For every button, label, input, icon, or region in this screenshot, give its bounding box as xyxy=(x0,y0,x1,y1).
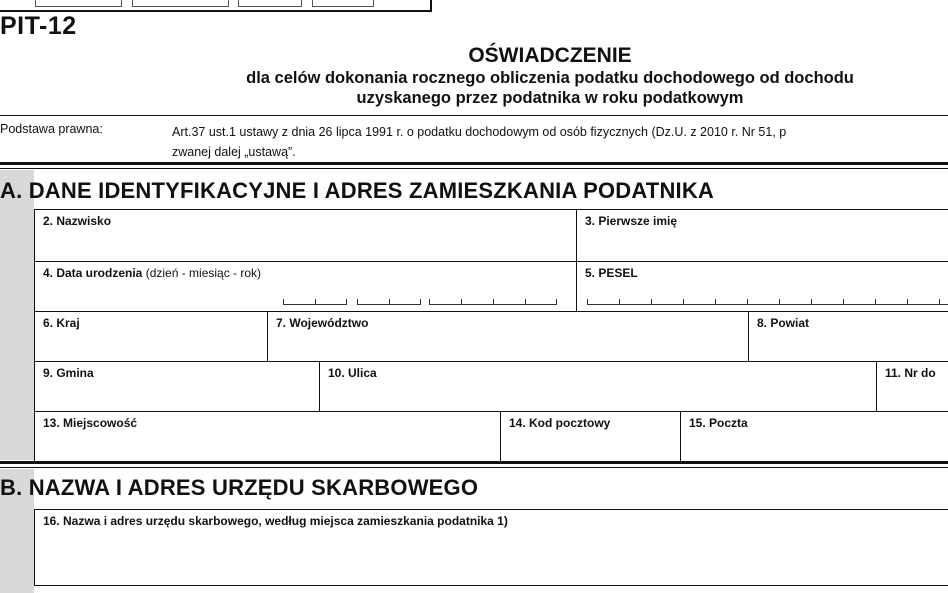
county-label: 8. Powiat xyxy=(757,316,810,330)
top-strip-cell xyxy=(132,0,229,7)
birth-year-boxes xyxy=(429,299,557,305)
first-name-field[interactable] xyxy=(576,209,948,261)
tax-office-field[interactable] xyxy=(34,509,948,586)
section-a-top-border xyxy=(0,162,948,165)
birth-date-hint: (dzień - miesiąc - rok) xyxy=(145,266,262,280)
section-b-top-border-inner xyxy=(0,467,948,468)
street-field[interactable] xyxy=(319,361,876,411)
house-number-label: 11. Nr do xyxy=(885,366,936,380)
postal-code-field[interactable] xyxy=(500,411,680,461)
commune-label: 9. Gmina xyxy=(43,366,94,380)
birth-day-boxes xyxy=(283,299,347,305)
pesel-label: 5. PESEL xyxy=(585,266,638,280)
commune-field[interactable] xyxy=(34,361,319,411)
legal-basis-text-line1: Art.37 ust.1 ustawy z dnia 26 lipca 1991 r. o podatku dochodowym od osób fizycznych (Dz.U. z 2010 r. Nr 51, p xyxy=(172,125,787,139)
section-a-sidebar xyxy=(0,170,34,460)
birth-date-field[interactable] xyxy=(34,261,576,311)
document-title: OŚWIADCZENIE xyxy=(468,44,632,67)
section-a-title: A. DANE IDENTYFIKACYJNE I ADRES ZAMIESZKANIA PODATNIKA xyxy=(0,178,715,203)
voivodeship-field[interactable] xyxy=(267,311,748,361)
voivodeship-label: 7. Województwo xyxy=(276,316,369,330)
section-a-top-border-inner xyxy=(0,168,948,169)
top-strip-cell xyxy=(35,0,122,7)
locality-label: 13. Miejscowość xyxy=(43,416,138,430)
top-strip-cell xyxy=(238,0,302,7)
section-b-top-border xyxy=(0,461,948,464)
locality-field[interactable] xyxy=(34,411,500,461)
country-field[interactable] xyxy=(34,311,267,361)
section-b-title: B. NAZWA I ADRES URZĘDU SKARBOWEGO xyxy=(0,475,479,500)
tax-office-label: 16. Nazwa i adres urzędu skarbowego, według miejsca zamieszkania podatnika 1) xyxy=(43,514,508,528)
legal-basis-text-line2: zwanej dalej „ustawą”. xyxy=(172,145,296,159)
birth-date-label: 4. Data urodzenia (dzień - miesiąc - rok) xyxy=(43,266,262,280)
divider xyxy=(0,115,948,116)
house-number-field[interactable] xyxy=(876,361,948,411)
first-name-label: 3. Pierwsze imię xyxy=(585,214,678,228)
pesel-digit-boxes xyxy=(587,299,948,305)
post-office-field[interactable] xyxy=(680,411,948,461)
top-strip-cell xyxy=(312,0,374,7)
birth-month-boxes xyxy=(357,299,421,305)
county-field[interactable] xyxy=(748,311,948,361)
document-subtitle-line1: dla celów dokonania rocznego obliczenia podatku dochodowego od dochodu xyxy=(246,69,854,87)
surname-field[interactable] xyxy=(34,209,576,261)
street-label: 10. Ulica xyxy=(328,366,377,380)
document-subtitle-line2: uzyskanego przez podatnika w roku podatkowym xyxy=(356,89,744,107)
pesel-field[interactable] xyxy=(576,261,948,311)
postal-code-label: 14. Kod pocztowy xyxy=(509,416,611,430)
legal-basis-label: Podstawa prawna: xyxy=(0,122,103,136)
form-code: PIT-12 xyxy=(0,12,77,40)
surname-label: 2. Nazwisko xyxy=(43,214,112,228)
post-office-label: 15. Poczta xyxy=(689,416,748,430)
country-label: 6. Kraj xyxy=(43,316,80,330)
